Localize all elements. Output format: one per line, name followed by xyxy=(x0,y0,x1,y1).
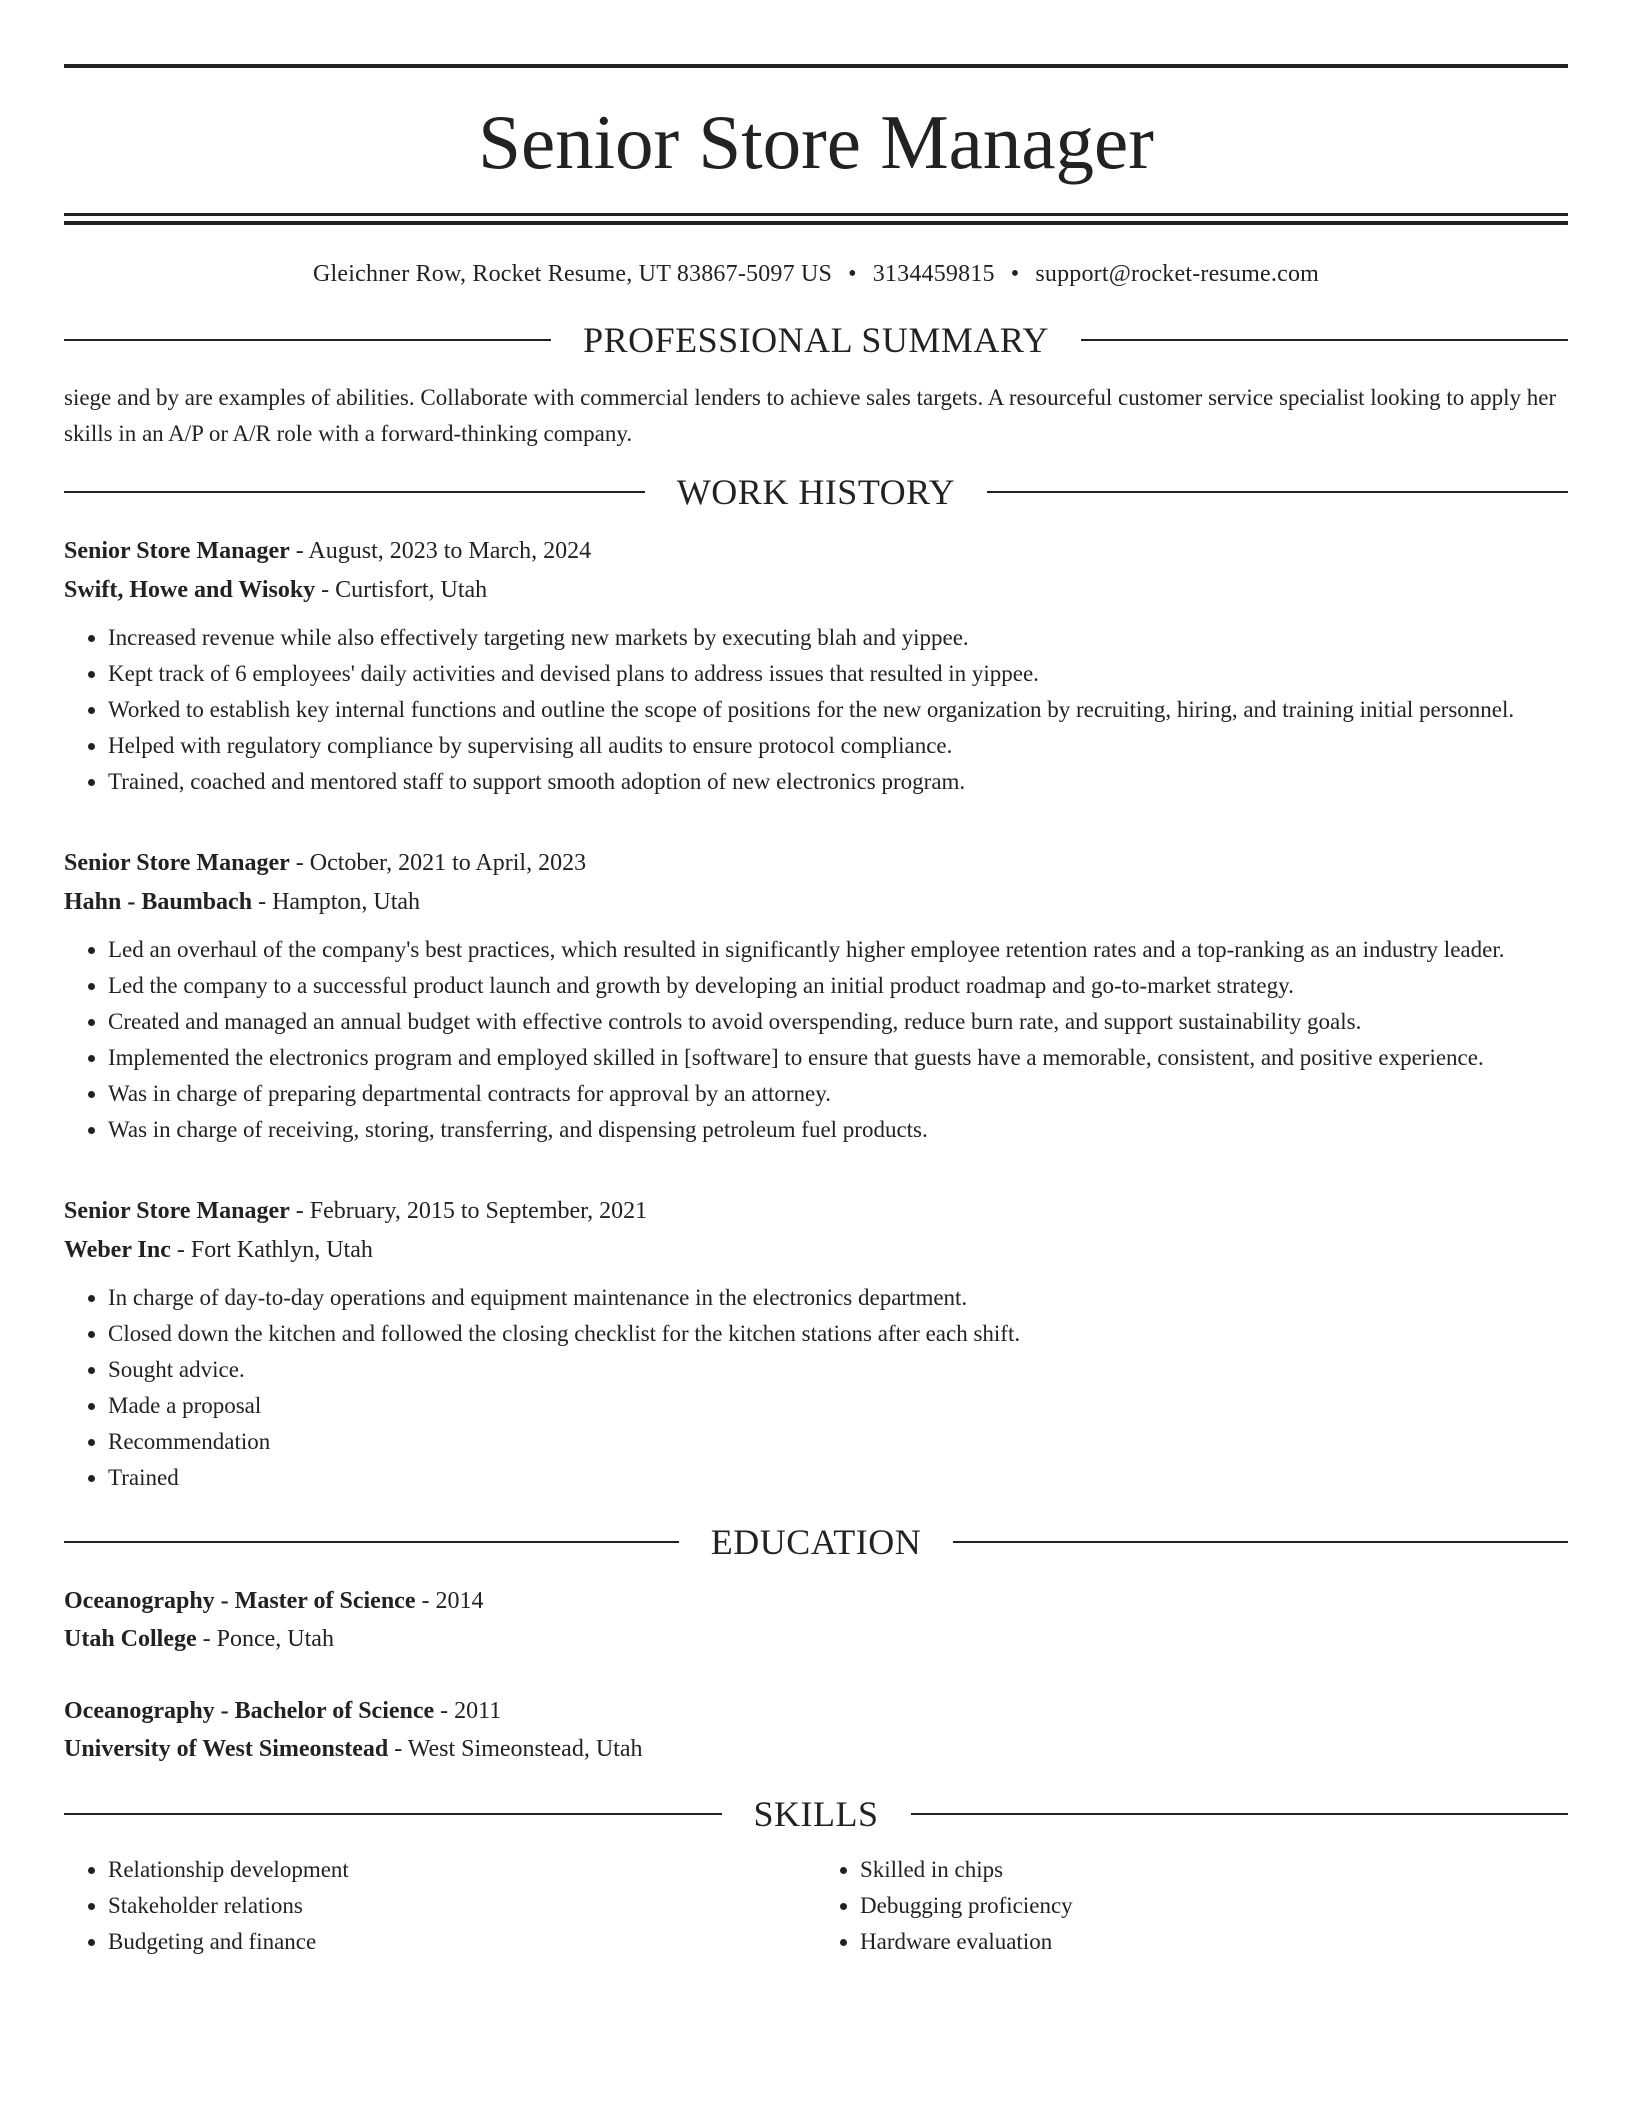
section-divider-left xyxy=(64,1813,722,1815)
job-bullet: • Kept track of 6 employees' daily activities and devised plans to address issues that resulted in yippee. xyxy=(108,656,1568,692)
job-bullets xyxy=(64,1280,1568,1496)
resume-page xyxy=(64,64,1568,1960)
contact-separator: • xyxy=(848,261,857,287)
education-degree: Oceanography - Master of Science xyxy=(64,1588,416,1614)
job-title: Senior Store Manager xyxy=(64,850,290,876)
education-school: University of West Simeonstead xyxy=(64,1736,389,1762)
education-school: Utah College xyxy=(64,1626,197,1652)
section-title-education: EDUCATION xyxy=(710,1522,922,1562)
section-divider-left xyxy=(64,1541,679,1543)
job-location: Curtisfort, Utah xyxy=(335,577,488,603)
job-bullet: • Was in charge of receiving, storing, transferring, and dispensing petroleum fuel products. xyxy=(108,1112,1568,1148)
education-degree: Oceanography - Bachelor of Science xyxy=(64,1698,435,1724)
job-location: Fort Kathlyn, Utah xyxy=(190,1237,373,1263)
education-location: Ponce, Utah xyxy=(216,1626,334,1652)
dash: - xyxy=(315,577,336,603)
job-bullet: • Worked to establish key internal functions and outline the scope of positions for the new organization by recruiting, hiring, and training initial personnel. xyxy=(108,692,1568,728)
dash: - xyxy=(289,1198,310,1224)
job-company: Swift, Howe and Wisoky xyxy=(64,577,316,603)
job-company-line xyxy=(64,1231,1568,1270)
contact-email: support@rocket-resume.com xyxy=(1035,261,1320,287)
job-bullets xyxy=(64,620,1568,800)
dash: - xyxy=(434,1698,455,1724)
section-header-education xyxy=(64,1524,1568,1560)
education-degree-line xyxy=(64,1582,1568,1620)
job-dates: October, 2021 to April, 2023 xyxy=(309,850,587,876)
job-bullet: • Implemented the electronics program and employed skilled in [software] to ensure that guests have a memorable, consistent, and positive experience. xyxy=(108,1040,1568,1076)
section-header-skills xyxy=(64,1796,1568,1832)
dash: - xyxy=(196,1626,217,1652)
section-divider-right xyxy=(1081,339,1568,341)
education-school-line xyxy=(64,1620,1568,1658)
education-year: 2011 xyxy=(454,1698,502,1724)
contact-address: Gleichner Row, Rocket Resume, UT 83867-5097 US xyxy=(312,261,833,287)
dash: - xyxy=(252,889,273,915)
dash: - xyxy=(289,538,309,564)
job-entry xyxy=(64,532,1568,800)
job-title: Senior Store Manager xyxy=(64,1198,290,1224)
dash: - xyxy=(388,1736,408,1762)
job-bullet: • In charge of day-to-day operations and equipment maintenance in the electronics department. xyxy=(108,1280,1568,1316)
job-bullet: • Led an overhaul of the company's best practices, which resulted in significantly higher employee retention rates and a top-ranking as an industry leader. xyxy=(108,932,1568,968)
job-bullet: • Recommendation xyxy=(108,1424,1568,1460)
dash: - xyxy=(170,1237,191,1263)
job-bullet: • Was in charge of preparing departmental contracts for approval by an attorney. xyxy=(108,1076,1568,1112)
job-entry xyxy=(64,844,1568,1148)
job-bullet: • Trained xyxy=(108,1460,1568,1496)
dash: - xyxy=(289,850,310,876)
skill-item: • Hardware evaluation xyxy=(860,1924,1568,1960)
section-divider-right xyxy=(953,1541,1568,1543)
job-entry xyxy=(64,1192,1568,1496)
job-bullets xyxy=(64,932,1568,1148)
job-title-line xyxy=(64,1192,1568,1231)
job-bullet: • Led the company to a successful product launch and growth by developing an initial product roadmap and go-to-market strategy. xyxy=(108,968,1568,1004)
job-bullet: • Made a proposal xyxy=(108,1388,1568,1424)
skill-item: • Skilled in chips xyxy=(860,1852,1568,1888)
resume-title: Senior Store Manager xyxy=(478,99,1154,185)
section-title-summary: PROFESSIONAL SUMMARY xyxy=(583,320,1049,360)
job-company: Hahn - Baumbach xyxy=(64,889,253,915)
skills-list-right xyxy=(816,1852,1568,1960)
job-company-line xyxy=(64,571,1568,610)
education-year: 2014 xyxy=(435,1588,484,1614)
section-divider-left xyxy=(64,491,645,493)
job-list xyxy=(64,532,1568,1496)
job-bullet: • Helped with regulatory compliance by supervising all audits to ensure protocol compliance. xyxy=(108,728,1568,764)
dash: - xyxy=(415,1588,436,1614)
contact-line xyxy=(64,261,1568,288)
job-company-line xyxy=(64,883,1568,922)
job-bullet: • Closed down the kitchen and followed the closing checklist for the kitchen stations after each shift. xyxy=(108,1316,1568,1352)
job-title-line xyxy=(64,532,1568,571)
job-location: Hampton, Utah xyxy=(272,889,421,915)
job-bullet: • Created and managed an annual budget with effective controls to avoid overspending, reduce burn rate, and support sustainability goals. xyxy=(108,1004,1568,1040)
education-entry xyxy=(64,1692,1568,1768)
education-location: West Simeonstead, Utah xyxy=(407,1736,643,1762)
section-divider-right xyxy=(911,1813,1569,1815)
skill-item: • Stakeholder relations xyxy=(108,1888,816,1924)
contact-separator: • xyxy=(1010,261,1020,287)
section-divider-right xyxy=(987,491,1568,493)
job-title: Senior Store Manager xyxy=(64,538,290,564)
job-dates: August, 2023 to March, 2024 xyxy=(308,538,592,564)
section-divider-left xyxy=(64,339,551,341)
education-school-line xyxy=(64,1730,1568,1768)
skills-list-left xyxy=(64,1852,816,1960)
header-double-rule xyxy=(64,213,1568,225)
job-bullet: • Increased revenue while also effectively targeting new markets by executing blah and yippee. xyxy=(108,620,1568,656)
header-top-rule xyxy=(64,64,1568,68)
job-company: Weber Inc xyxy=(64,1237,171,1263)
summary-text: siege and by are examples of abilities. Collaborate with commercial lenders to achieve sales targets. A resourceful customer service specialist looking to apply her skills in an A/P or A/R role with a forward-thinking company. xyxy=(64,385,1557,446)
education-entry xyxy=(64,1582,1568,1658)
section-header-work xyxy=(64,474,1568,510)
contact-phone: 3134459815 xyxy=(872,261,995,287)
skill-item: • Debugging proficiency xyxy=(860,1888,1568,1924)
section-header-summary xyxy=(64,322,1568,358)
job-bullet: • Trained, coached and mentored staff to support smooth adoption of new electronics program. xyxy=(108,764,1568,800)
skills-columns xyxy=(64,1852,1568,1960)
job-dates: February, 2015 to September, 2021 xyxy=(309,1198,648,1224)
skill-item: • Relationship development xyxy=(108,1852,816,1888)
job-title-line xyxy=(64,844,1568,883)
education-degree-line xyxy=(64,1692,1568,1730)
section-title-skills: SKILLS xyxy=(753,1794,879,1834)
skill-item: • Budgeting and finance xyxy=(108,1924,816,1960)
section-title-work: WORK HISTORY xyxy=(676,472,956,512)
job-bullet: • Sought advice. xyxy=(108,1352,1568,1388)
